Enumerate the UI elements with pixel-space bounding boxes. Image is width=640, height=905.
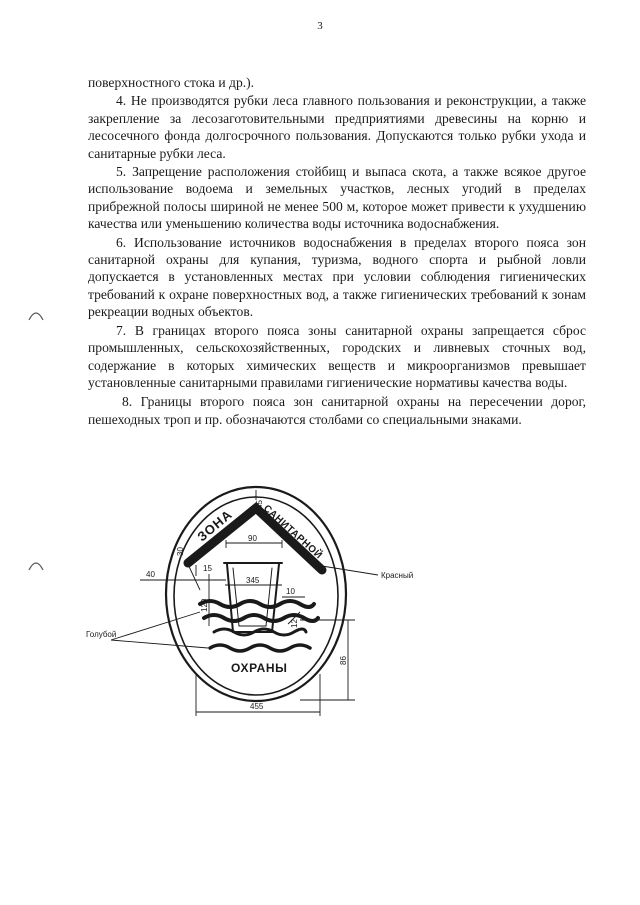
- dim-45: 45: [255, 500, 264, 509]
- sign-cup-outline: [227, 564, 279, 632]
- dim-10: 10: [286, 587, 295, 596]
- dim-90: 90: [248, 534, 257, 543]
- sign-wave-3: [214, 629, 306, 635]
- dim-40: 40: [146, 570, 155, 579]
- dim-12: 12: [290, 619, 299, 628]
- sign-text-zona: ЗОНА: [194, 506, 236, 545]
- paragraph-7: 7. В границах второго пояса зоны санитарной охраны запрещается сброс промышленных, сельскохозяйственных, городских и ливневых сточных вод, содержание в которых химических веществ и микроорганизмов превышает установленные санитарными правилами гигиенические нормативы качества воды.: [88, 322, 586, 390]
- dim-30: 30: [176, 547, 185, 556]
- margin-hole-mark-top: [26, 306, 46, 322]
- sign-wave-1: [200, 601, 314, 607]
- sign-text-okhrany: ОХРАНЫ: [231, 661, 288, 675]
- paragraph-5: 5. Запрещение расположения стойбищ и выпаса скота, а также всякое другое использование водоема и земельных участков, лесных угодий в пределах прибрежной полосы шириной не менее 500 м, которое может привести к ухудшению качества или уменьшению количества воды источника водоснабжения.: [88, 164, 586, 232]
- sign-wave-4: [210, 645, 310, 651]
- page-number: 3: [317, 20, 323, 32]
- dim-345: 345: [246, 576, 260, 585]
- sign-text-sanitarnoy: САНИТАРНОЙ: [260, 503, 325, 562]
- margin-hole-mark-bottom: [26, 556, 46, 572]
- sign-wave-2: [204, 615, 318, 621]
- label-red: Красный: [381, 571, 414, 580]
- paragraph-continuation: поверхностного стока и др.).: [88, 75, 255, 90]
- dim-86: 86: [339, 656, 348, 665]
- sign-cup-inner: [233, 568, 272, 626]
- label-blue: Голубой: [86, 630, 117, 639]
- dim-15: 15: [203, 564, 212, 573]
- body-text: [88, 74, 586, 429]
- dim-455: 455: [250, 702, 264, 711]
- sign-roof-chevron: [188, 508, 322, 570]
- sign-outer-ring: [166, 487, 346, 701]
- paragraph-4: 4. Не производятся рубки леса главного пользования и реконструкции, а также закрепление за лесозаготовительными предприятиями древесины на корню и лесосечного фонда долгосрочного пользования. Допускаются только рубки ухода и санитарные рубки леса.: [88, 93, 586, 161]
- dim-120: 120: [200, 598, 209, 612]
- paragraph-6: 6. Использование источников водоснабжения в пределах второго пояса зон санитарной охраны для купания, туризма, водного спорта и рыбной ловли допускается в установленных местах при условии соблюдения гигиенических требований к охране поверхностных вод, а также гигиенических требований к зонам рекреации водных объектов.: [88, 234, 586, 320]
- paragraph-8: 8. Границы второго пояса зон санитарной охраны на пересечении дорог, пешеходных троп и пр. обозначаются столбами со специальными знаками.: [88, 394, 586, 427]
- sign-inner-ring: [174, 497, 338, 695]
